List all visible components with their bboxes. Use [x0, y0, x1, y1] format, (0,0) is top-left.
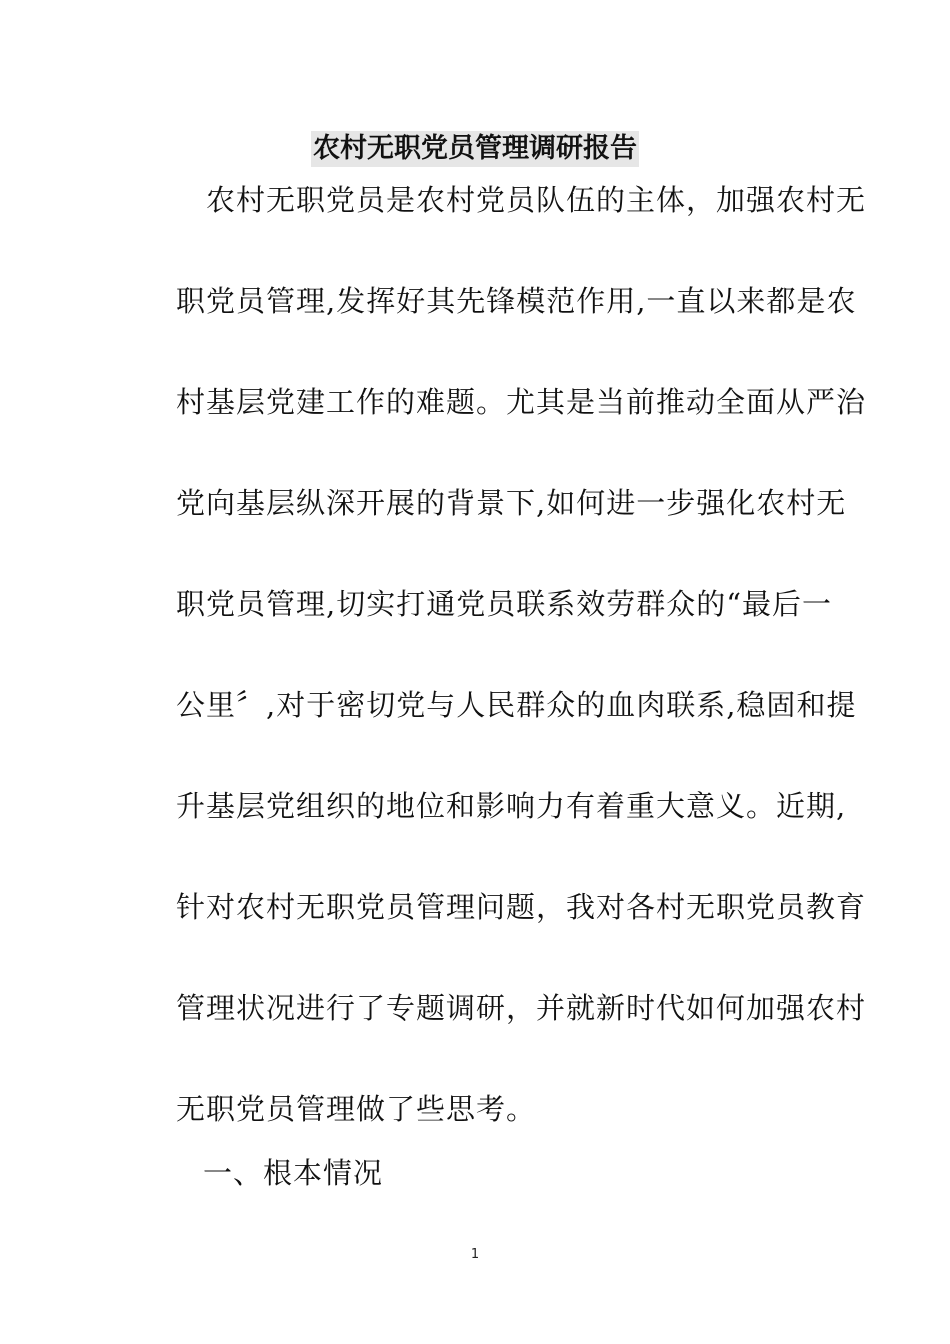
paragraph-line: 职党员管理,发挥好其先锋模范作用,一直以来都是农 — [176, 284, 857, 318]
section-heading: 一、根本情况 — [203, 1156, 384, 1190]
paragraph-line: 管理状况进行了专题调研，并就新时代如何加强农村 — [176, 991, 867, 1025]
page-number: 1 — [470, 1247, 480, 1262]
paragraph-line: 升基层党组织的地位和影响力有着重大意义。近期, — [176, 789, 847, 823]
paragraph-line: 公里〞,对于密切党与人民群众的血肉联系,稳固和提 — [176, 688, 857, 722]
paragraph-line: 农村无职党员是农村党员队伍的主体，加强农村无 — [206, 183, 867, 217]
paragraph-line: 党向基层纵深开展的背景下,如何进一步强化农村无 — [176, 486, 847, 520]
paragraph-line: 村基层党建工作的难题。尤其是当前推动全面从严治 — [176, 385, 867, 419]
document-title: 农村无职党员管理调研报告 — [311, 131, 639, 167]
paragraph-line: 职党员管理,切实打通党员联系效劳群众的“最后一 — [176, 587, 833, 621]
title-container — [0, 131, 950, 167]
body-paragraph — [146, 170, 867, 1180]
paragraph-line: 无职党员管理做了些思考。 — [176, 1092, 537, 1126]
paragraph-line: 针对农村无职党员管理问题，我对各村无职党员教育 — [176, 890, 867, 924]
